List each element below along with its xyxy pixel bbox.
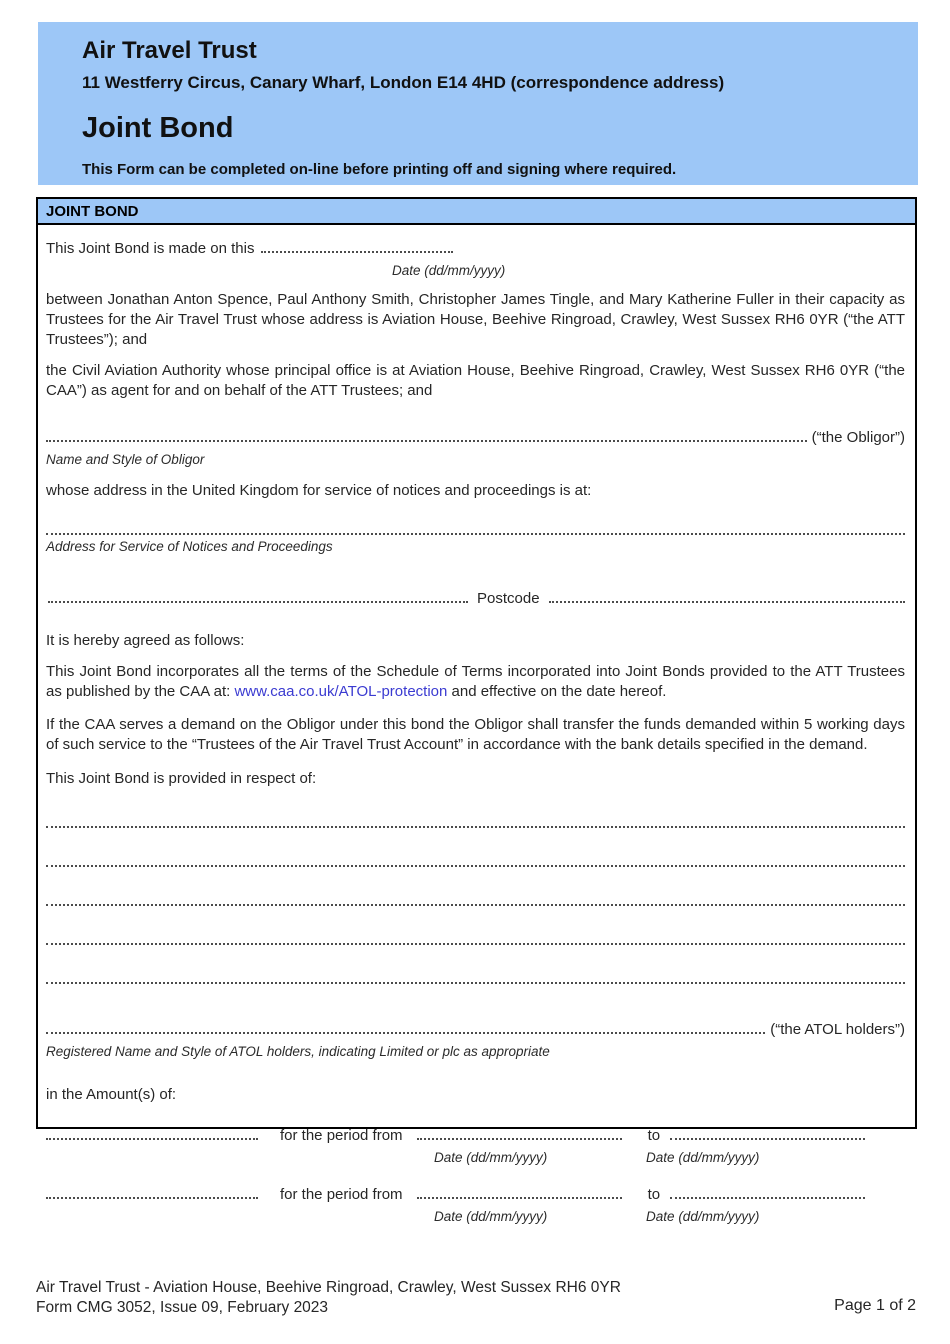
amounts-label: in the Amount(s) of: <box>46 1086 177 1103</box>
agreed-line: It is hereby agreed as follows: <box>46 632 245 649</box>
obligor-name-field[interactable] <box>46 435 807 442</box>
obligor-caption: Name and Style of Obligor <box>46 452 205 467</box>
to-date-caption-1: Date (dd/mm/yyyy) <box>646 1150 760 1165</box>
postcode-row <box>46 589 905 609</box>
to-date-caption-2: Date (dd/mm/yyyy) <box>646 1209 760 1224</box>
atol-holders-row <box>46 1020 905 1040</box>
service-address-field[interactable] <box>46 533 905 535</box>
trustees-paragraph: between Jonathan Anton Spence, Paul Anthony Smith, Christopher James Tingle, and Mary Katherine Fuller in their capacity as Trustees for the Air Travel Trust whose address is Aviation House, Beehive Ringroad, Crawley, West Sussex RH6 0YR (“the ATT Trustees”); and <box>46 291 905 348</box>
atol-holders-line-5[interactable] <box>46 982 905 984</box>
address-intro: whose address in the United Kingdom for service of notices and proceedings is at: <box>46 482 592 499</box>
period-from-label-1: for the period from <box>280 1127 403 1144</box>
from-date-caption-2: Date (dd/mm/yyyy) <box>434 1209 548 1224</box>
footer-address: Air Travel Trust - Aviation House, Beehive Ringroad, Crawley, West Sussex RH6 0YR <box>36 1279 621 1296</box>
atol-holders-line-2[interactable] <box>46 865 905 867</box>
postcode-label: Postcode <box>477 590 540 607</box>
amount-field-2[interactable] <box>46 1192 258 1199</box>
footer <box>36 1278 621 1318</box>
to-label-1: to <box>647 1127 661 1144</box>
from-date-caption-1: Date (dd/mm/yyyy) <box>434 1150 548 1165</box>
org-name: Air Travel Trust <box>82 37 257 64</box>
footer-form-ref: Form CMG 3052, Issue 09, February 2023 <box>36 1299 329 1316</box>
respect-of-line: This Joint Bond is provided in respect of: <box>46 770 317 787</box>
caa-paragraph: the Civil Aviation Authority whose principal office is at Aviation House, Beehive Ringroad, Crawley, West Sussex RH6 0YR (“the CAA”) as agent for and on behalf of the ATT Trustees; and <box>46 362 905 399</box>
obligor-row <box>46 428 905 448</box>
form-note: This Form can be completed on-line before printing off and signing where required. <box>82 161 677 178</box>
demand-paragraph: If the CAA serves a demand on the Obligor under this bond the Obligor shall transfer the funds demanded within 5 working days of such service to the “Trustees of the Air Travel Trust Account” in accordance with the bank details specified in the demand. <box>46 716 905 753</box>
incorporates-text-before: This Joint Bond incorporates all the terms of the Schedule of Terms incorporated into Joint Bonds provided to the ATT Trustees as published by the CAA at: <box>46 663 905 700</box>
atol-caption: Registered Name and Style of ATOL holders, indicating Limited or plc as appropriate <box>46 1044 550 1059</box>
atol-holders-line-3[interactable] <box>46 904 905 906</box>
atol-holders-line-1[interactable] <box>46 826 905 828</box>
header-banner <box>38 22 918 185</box>
address-line2-field[interactable] <box>48 596 468 603</box>
to-label-2: to <box>647 1186 661 1203</box>
made-on-date-caption: Date (dd/mm/yyyy) <box>392 263 506 278</box>
amount-field-1[interactable] <box>46 1133 258 1140</box>
made-on-row <box>46 239 905 259</box>
form-title: Joint Bond <box>82 112 234 144</box>
amount-row-1 <box>46 1126 905 1146</box>
section-header: JOINT BOND <box>38 199 915 225</box>
service-address-caption: Address for Service of Notices and Proceedings <box>46 539 333 554</box>
obligor-suffix: (“the Obligor”) <box>811 429 905 446</box>
postcode-field[interactable] <box>549 596 905 603</box>
atol-holders-line-4[interactable] <box>46 943 905 945</box>
period-from-date-field-2[interactable] <box>417 1192 622 1199</box>
period-from-date-field-1[interactable] <box>417 1133 622 1140</box>
made-on-date-field[interactable] <box>261 246 453 253</box>
org-address: 11 Westferry Circus, Canary Wharf, London E14 4HD (correspondence address) <box>82 73 725 92</box>
period-to-date-field-1[interactable] <box>670 1133 865 1140</box>
amount-row-2-captions <box>46 1208 905 1225</box>
amount-row-2 <box>46 1185 905 1205</box>
atol-protection-link[interactable]: www.caa.co.uk/ATOL-protection <box>234 683 448 700</box>
section-content <box>38 239 915 1225</box>
joint-bond-section <box>36 197 917 1224</box>
period-from-label-2: for the period from <box>280 1186 403 1203</box>
incorporates-text-after: and effective on the date hereof. <box>451 683 667 700</box>
atol-suffix: (“the ATOL holders”) <box>770 1021 905 1038</box>
incorporates-paragraph <box>46 662 905 702</box>
amount-row-1-captions <box>46 1149 905 1166</box>
period-to-date-field-2[interactable] <box>670 1192 865 1199</box>
atol-holders-line-6[interactable] <box>46 1027 765 1034</box>
page-number: Page 1 of 2 <box>834 1297 916 1314</box>
made-on-prefix: This Joint Bond is made on this <box>46 240 255 257</box>
